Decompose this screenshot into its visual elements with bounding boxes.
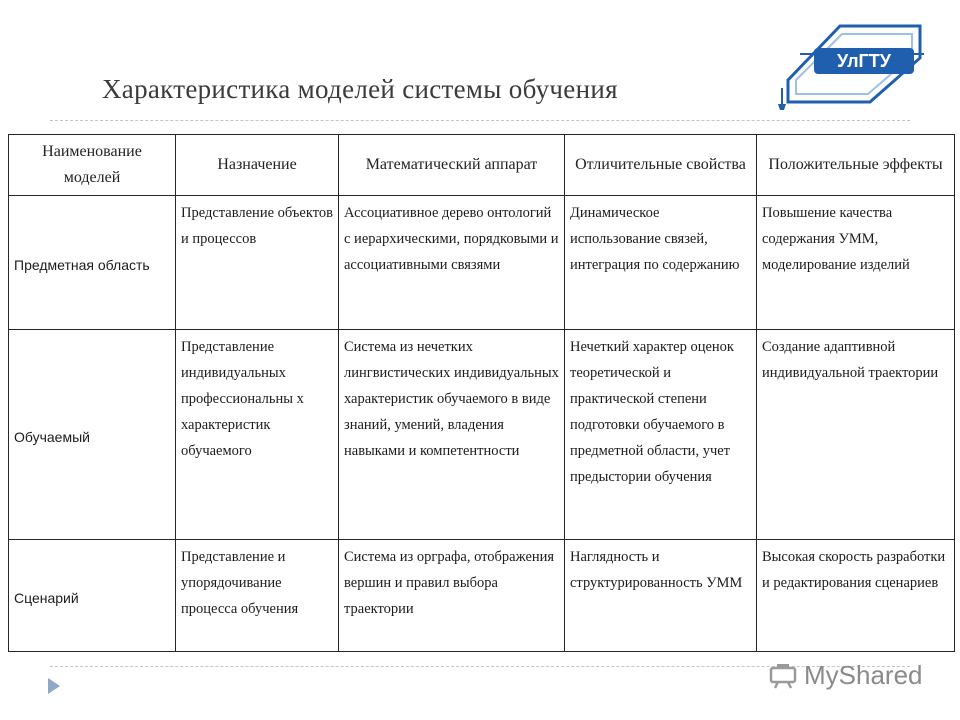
table-row	[9, 330, 955, 540]
cell-purpose: Представление индивидуальных профессиональны х характеристик обучаемого	[176, 330, 339, 540]
cell-effects: Высокая скорость разработки и редактирования сценариев	[757, 540, 955, 652]
table-row	[9, 196, 955, 330]
cell-name: Сценарий	[9, 540, 176, 652]
svg-text:УлГТУ: УлГТУ	[837, 51, 891, 71]
cell-distinct: Динамическое использование связей, интеграция по содержанию	[565, 196, 757, 330]
table-row	[9, 540, 955, 652]
watermark-text: MyShared	[804, 659, 923, 690]
myshared-watermark	[768, 658, 923, 692]
cell-effects: Создание адаптивной индивидуальной траектории	[757, 330, 955, 540]
projector-icon	[768, 660, 798, 690]
models-table	[8, 134, 955, 652]
header-math: Математический аппарат	[339, 135, 565, 196]
cell-name: Предметная область	[9, 196, 176, 330]
header-purpose: Назначение	[176, 135, 339, 196]
table-header-row	[9, 135, 955, 196]
title-divider	[50, 120, 910, 121]
cell-math: Ассоциативное дерево онтологий с иерархическими, порядковыми и ассоциативными связями	[339, 196, 565, 330]
header-effects: Положительные эффекты	[757, 135, 955, 196]
cell-math: Система из нечетких лингвистических индивидуальных характеристик обучаемого в виде знаний, умений, владения навыками и компетентности	[339, 330, 565, 540]
header-name: Наименование моделей	[9, 135, 176, 196]
cell-purpose: Представление объектов и процессов	[176, 196, 339, 330]
cell-math: Система из орграфа, отображения вершин и правил выбора траектории	[339, 540, 565, 652]
cell-effects: Повышение качества содержания УММ, моделирование изделий	[757, 196, 955, 330]
cell-name: Обучаемый	[9, 330, 176, 540]
slide-title: Характеристика моделей системы обучения	[102, 74, 618, 104]
next-slide-icon[interactable]	[46, 676, 62, 696]
cell-purpose: Представление и упорядочивание процесса обучения	[176, 540, 339, 652]
header-distinct: Отличительные свойства	[565, 135, 757, 196]
cell-distinct: Наглядность и структурированность УММ	[565, 540, 757, 652]
cell-distinct: Нечеткий характер оценок теоретической и практической степени подготовки обучаемого в предметной области, учет предыстории обучения	[565, 330, 757, 540]
ulgtu-logo	[770, 18, 930, 110]
